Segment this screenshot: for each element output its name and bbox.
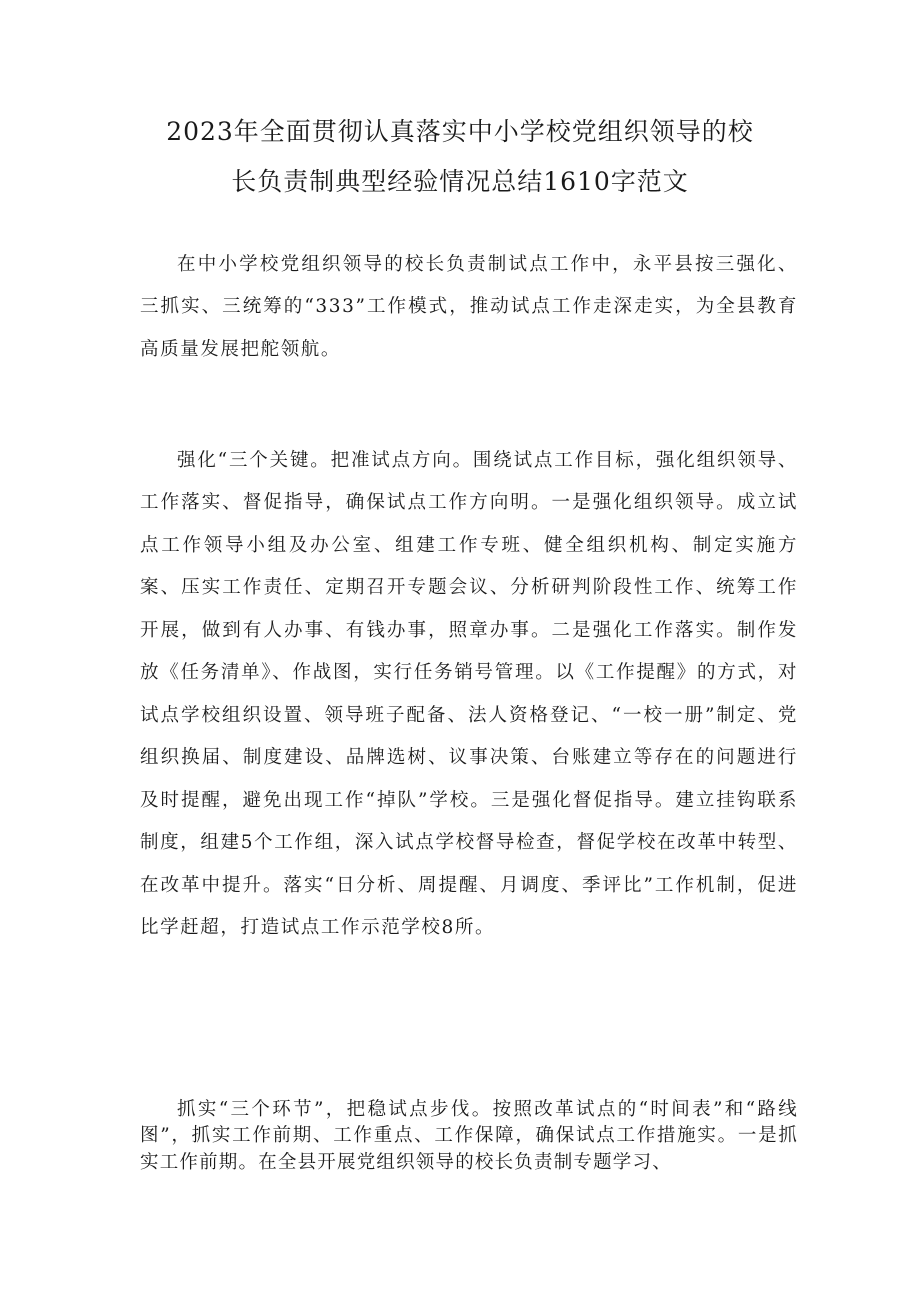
paragraph-intro: 在中小学校党组织领导的校长负责制试点工作中，永平县按三强化、三抓实、三统筹的“333”工作模式，推动试点工作走深走实，为全县教育高质量发展把舵领航。 <box>140 253 798 360</box>
document-title-line-2: 长负责制典型经验情况总结1610字范文 <box>231 167 689 196</box>
paragraph-implement: 抓实“三个环节”，把稳试点步伐。按照改革试点的“时间表”和“路线图”，抓实工作前期、工作重点、工作保障，确保试点工作措施实。一是抓实工作前期。在全县开展党组织领导的校长负责制专题学习、 <box>140 1098 798 1173</box>
document-title-line-1: 2023年全面贯彻认真落实中小学校党组织领导的校 <box>166 117 754 146</box>
paragraph-strengthen: 强化“三个关键。把准试点方向。围绕试点工作目标，强化组织领导、工作落实、督促指导，确保试点工作方向明。一是强化组织领导。成立试点工作领导小组及办公室、组建工作专班、健全组织机构、制定实施方案、压实工作责任、定期召开专题会议、分析研判阶段性工作、统筹工作开展，做到有人办事、有钱办事，照章办事。二是强化工作落实。制作发放《任务清单》、作战图，实行任务销号管理。以《工作提醒》的方式，对试点学校组织设置、领导班子配备、法人资格登记、“一校一册”制定、党组织换届、制度建设、品牌选树、议事决策、台账建立等存在的问题进行及时提醒，避免出现工作“掉队”学校。三是强化督促指导。建立挂钩联系制度，组建5个工作组，深入试点学校督导检查，督促学校在改革中转型、在改革中提升。落实“日分析、周提醒、月调度、季评比”工作机制，促进比学赶超，打造试点工作示范学校8所。 <box>140 449 798 938</box>
